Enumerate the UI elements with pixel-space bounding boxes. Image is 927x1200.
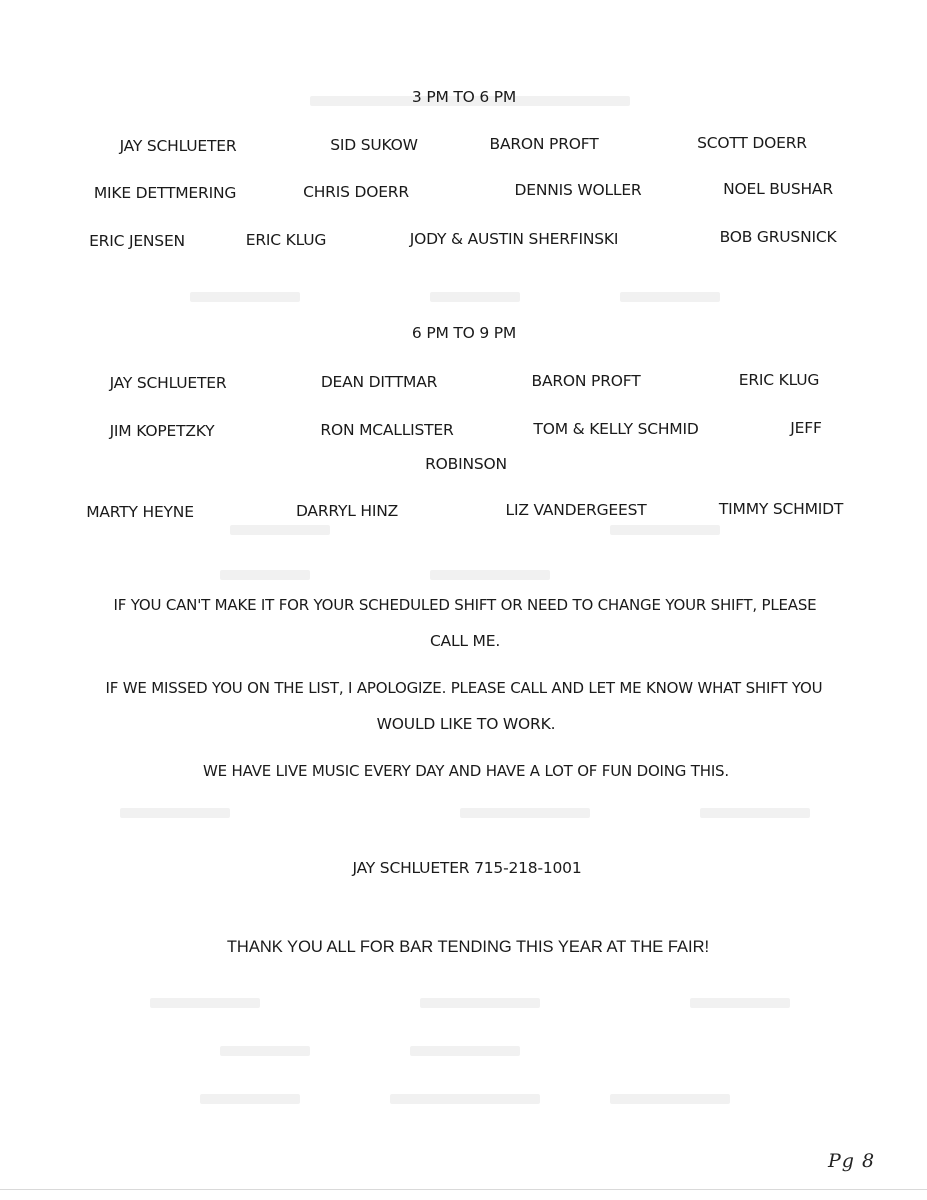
bleed-through-mark <box>690 998 790 1008</box>
shift-2-volunteer: JIM KOPETZKY <box>109 422 215 440</box>
shift-2-volunteer: JEFF <box>790 419 822 437</box>
bleed-through-mark <box>700 808 810 818</box>
scan-edge-line <box>0 1189 927 1190</box>
change-shift-note-line-1: IF YOU CAN'T MAKE IT FOR YOUR SCHEDULED SHIFT OR NEED TO CHANGE YOUR SHIFT, PLEASE <box>113 596 817 614</box>
bleed-through-mark <box>420 998 540 1008</box>
shift-1-volunteer: MIKE DETTMERING <box>93 184 237 202</box>
bleed-through-mark <box>610 525 720 535</box>
bleed-through-mark <box>430 570 550 580</box>
bleed-through-mark <box>230 525 330 535</box>
shift-2-volunteer: ERIC KLUG <box>738 371 820 389</box>
bleed-through-mark <box>220 570 310 580</box>
shift-1-volunteer: BOB GRUSNICK <box>719 228 837 246</box>
shift-2-volunteer: JAY SCHLUETER <box>109 374 227 392</box>
contact-line: JAY SCHLUETER 715-218-1001 <box>352 859 582 877</box>
shift-2-volunteer: MARTY HEYNE <box>86 503 194 521</box>
bleed-through-mark <box>390 1094 540 1104</box>
bleed-through-mark <box>430 292 520 302</box>
bleed-through-mark <box>120 808 230 818</box>
shift-1-volunteer: JODY & AUSTIN SHERFINSKI <box>409 230 619 248</box>
shift-2-volunteer: TIMMY SCHMIDT <box>718 500 844 518</box>
shift-2-volunteer: BARON PROFT <box>531 372 641 390</box>
shift-1-volunteer: ERIC KLUG <box>245 231 327 249</box>
bleed-through-mark <box>610 1094 730 1104</box>
shift-2-heading: 6 PM TO 9 PM <box>411 324 517 342</box>
shift-1-volunteer: NOEL BUSHAR <box>723 180 833 198</box>
live-music-note: WE HAVE LIVE MUSIC EVERY DAY AND HAVE A LOT OF FUN DOING THIS. <box>203 762 729 780</box>
shift-2-volunteer: DEAN DITTMAR <box>320 373 438 391</box>
bleed-through-mark <box>410 1046 520 1056</box>
bleed-through-mark <box>190 292 300 302</box>
shift-2-volunteer: LIZ VANDERGEEST <box>505 501 647 519</box>
shift-1-volunteer: SCOTT DOERR <box>697 134 807 152</box>
bleed-through-mark <box>220 1046 310 1056</box>
bleed-through-mark <box>620 292 720 302</box>
missed-note-line-1: IF WE MISSED YOU ON THE LIST, I APOLOGIZE. PLEASE CALL AND LET ME KNOW WHAT SHIFT YOU <box>105 679 823 697</box>
shift-1-volunteer: CHRIS DOERR <box>303 183 409 201</box>
bleed-through-mark <box>200 1094 300 1104</box>
shift-2-volunteer: ROBINSON <box>425 455 507 473</box>
thank-you-line: THANK YOU ALL FOR BAR TENDING THIS YEAR AT THE FAIR! <box>226 938 710 956</box>
bleed-through-mark <box>460 808 590 818</box>
shift-1-volunteer: JAY SCHLUETER <box>119 137 237 155</box>
shift-2-volunteer: DARRYL HINZ <box>295 502 399 520</box>
shift-2-volunteer: RON MCALLISTER <box>320 421 454 439</box>
shift-1-heading: 3 PM TO 6 PM <box>411 88 517 106</box>
shift-1-volunteer: ERIC JENSEN <box>89 232 185 250</box>
missed-note-line-2: WOULD LIKE TO WORK. <box>376 715 556 733</box>
shift-1-volunteer: SID SUKOW <box>330 136 418 154</box>
change-shift-note-line-2: CALL ME. <box>429 632 501 650</box>
bleed-through-mark <box>150 998 260 1008</box>
page-number-handwritten: Pg 8 <box>828 1150 876 1172</box>
shift-2-volunteer: TOM & KELLY SCHMID <box>533 420 699 438</box>
shift-1-volunteer: BARON PROFT <box>489 135 599 153</box>
shift-1-volunteer: DENNIS WOLLER <box>514 181 642 199</box>
